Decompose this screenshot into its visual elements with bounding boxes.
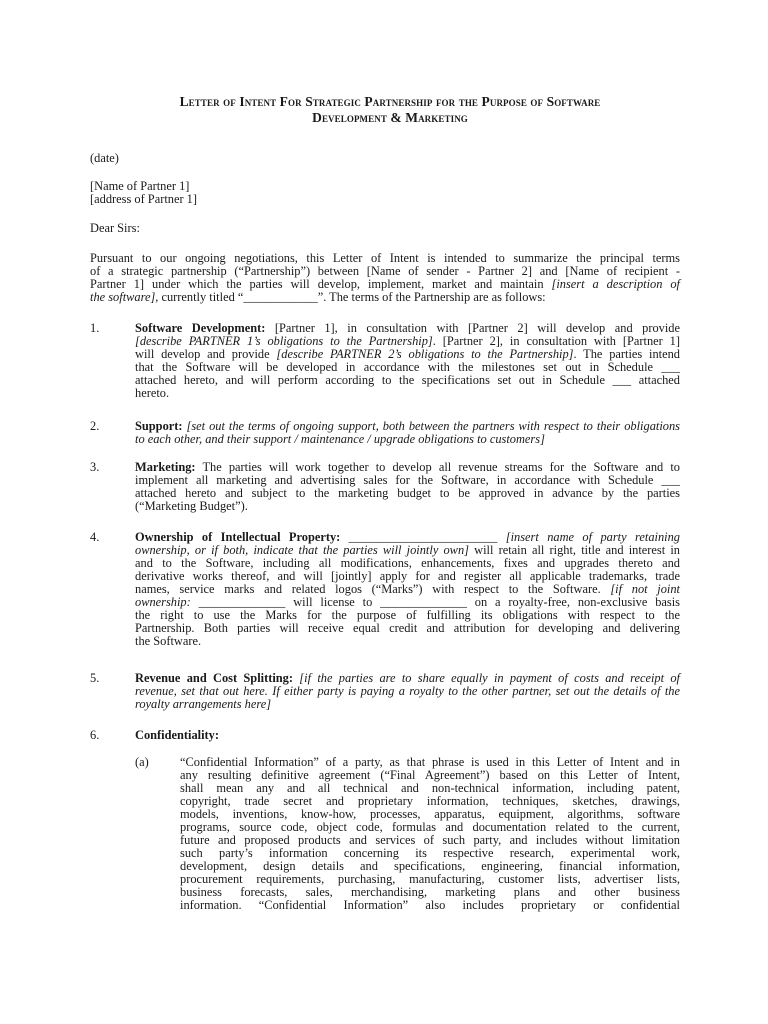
- partner-address: [address of Partner 1]: [90, 192, 198, 206]
- text-line: [135, 433, 680, 446]
- text-span: Pursuant to our ongoing negotiations, this Letter of Intent is intended to summarize the principal terms: [90, 251, 680, 265]
- text-span: ______________ will license to ______________ on a royalty-free, non-exclusive basis: [190, 595, 680, 609]
- text-line: procurement requirements, purchasing, manufacturing, customer lists, advertiser lists,: [180, 872, 680, 886]
- text-span: and to the Software, including all modifications, enhancements, fixes and upgrades thereto and: [135, 556, 680, 570]
- clause-heading: Support:: [135, 419, 183, 433]
- text-span: Partnership. Both parties will receive equal credit and attribution for developing and delivering: [135, 621, 680, 635]
- italic-text: [if the parties are to share equally in payment of costs and receipt of: [293, 671, 680, 685]
- clause-heading: Revenue and Cost Splitting:: [135, 671, 293, 685]
- clause-number: 6.: [90, 728, 100, 742]
- clause-body: [135, 461, 680, 513]
- italic-text: to each other, and their support / maintenance / upgrade obligations to customers]: [135, 432, 545, 446]
- text-line: [135, 698, 680, 711]
- title-line-1: Letter of Intent For Strategic Partnership for the Purpose of Software: [179, 94, 601, 109]
- text-span: Partner 1] under which the parties will develop, implement, market and maintain: [90, 277, 552, 291]
- title-line-2: Development & Marketing: [312, 110, 468, 125]
- text-line: such party’s information concerning its respective research, experimental work,: [180, 846, 680, 860]
- text-span: [Partner 1], in consultation with [Partner 2] will develop and provide: [265, 321, 680, 335]
- text-span: the right to use the Marks for the purpose of fulfilling its obligations with respect to the: [135, 608, 680, 622]
- text-span: , currently titled “____________”. The terms of the Partnership are as follows:: [155, 290, 546, 304]
- text-span: implement all marketing and advertising sales for the Software, in accordance with Schedule ___: [135, 473, 680, 487]
- text-span: ________________________: [340, 530, 506, 544]
- text-span: . The parties intend: [573, 347, 680, 361]
- recipient-block: [90, 180, 680, 206]
- italic-text: [set out the terms of ongoing support, both between the partners with respect to their obligations: [182, 419, 680, 433]
- clause-number: 1.: [90, 321, 100, 335]
- salutation: Dear Sirs:: [90, 221, 140, 235]
- clause-heading: Software Development:: [135, 321, 266, 335]
- italic-text: ownership:: [135, 595, 191, 609]
- text-line: programs, source code, object code, formulas and documentation related to the current,: [180, 820, 680, 834]
- text-span: names, service marks and related logos (“Marks”) with respect to the Software.: [135, 582, 611, 596]
- subclause-label: (a): [135, 755, 149, 769]
- text-line: copyright, trade secret and proprietary information, techniques, sketches, drawings,: [180, 794, 680, 808]
- text-line: [135, 622, 680, 635]
- clause-number: 4.: [90, 530, 100, 544]
- text-span: of a strategic partnership (“Partnership”) between [Name of sender - Partner 2] and [Name of recipient -: [90, 264, 680, 278]
- text-span: hereto.: [135, 386, 170, 400]
- clause-number: 5.: [90, 671, 100, 685]
- italic-text: royalty arrangements here]: [135, 697, 272, 711]
- text-line: [90, 291, 680, 304]
- text-span: (“Marketing Budget”).: [135, 499, 248, 513]
- clause-body: [135, 322, 680, 400]
- italic-text: [describe PARTNER 2’s obligations to the Partnership]: [276, 347, 574, 361]
- clause-number: 2.: [90, 419, 100, 433]
- text-span: attached hereto, and will perform according to the specifications set out in Schedule ___ attached: [135, 373, 680, 387]
- document-title: [60, 94, 720, 126]
- text-line: any resulting definitive agreement (“Final Agreement”) based on this Letter of Intent,: [180, 768, 680, 782]
- text-line: [135, 635, 680, 648]
- clause-number: 3.: [90, 460, 100, 474]
- text-line: models, inventions, know-how, processes, apparatus, equipment, algorithms, software: [180, 807, 680, 821]
- text-line: development, design details and specifications, engineering, financial information,: [180, 859, 680, 873]
- clause-body: [135, 420, 680, 446]
- italic-text: revenue, set that out here. If either party is paying a royalty to the other partner, set out the details of the: [135, 684, 680, 698]
- text-line: [135, 500, 680, 513]
- clause-body: [135, 531, 680, 648]
- italic-text: [if not joint: [610, 582, 680, 596]
- text-span: will retain all right, title and interest in: [468, 543, 680, 557]
- text-line: information. “Confidential Information” also includes proprietary or confidential: [180, 898, 680, 912]
- italic-text: the software]: [90, 290, 156, 304]
- text-span: will develop and provide: [135, 347, 277, 361]
- text-line: future and proposed products and services of such party, and includes without limitation: [180, 833, 680, 847]
- italic-text: [insert a description of: [551, 277, 680, 291]
- partner-name: [Name of Partner 1]: [90, 179, 190, 193]
- italic-text: ownership, or if both, indicate that the parties will jointly own]: [135, 543, 469, 557]
- text-line: [135, 387, 680, 400]
- text-span: The parties will work together to develop all revenue streams for the Software and to: [195, 460, 680, 474]
- text-line: [135, 374, 680, 387]
- clause-heading: Marketing:: [135, 460, 196, 474]
- clause-body: [135, 729, 680, 742]
- text-span: that the Software will be developed in accordance with the milestones set out in Schedule ___: [135, 360, 680, 374]
- clause-heading: Ownership of Intellectual Property:: [135, 530, 341, 544]
- subclause-body: [180, 756, 680, 912]
- italic-text: [describe PARTNER 1’s obligations to the Partnership]: [135, 334, 433, 348]
- intro-paragraph: [90, 252, 680, 304]
- text-span: attached hereto and subject to the marketing budget to be approved in advance by the parties: [135, 486, 680, 500]
- text-line: shall mean any and all technical and non-technical information, including patent,: [180, 781, 680, 795]
- text-span: derivative works thereof, and will [jointly] apply for and register all applicable trademarks, trade: [135, 569, 680, 583]
- text-line: business forecasts, sales, merchandising, marketing plans and other business: [180, 885, 680, 899]
- text-span: the Software.: [135, 634, 202, 648]
- clause-body: [135, 672, 680, 711]
- letter-date: (date): [90, 151, 119, 165]
- text-span: . [Partner 2], in consultation with [Partner 1]: [432, 334, 681, 348]
- clause-heading: Confidentiality:: [135, 728, 219, 742]
- italic-text: [insert name of party retaining: [505, 530, 680, 544]
- text-line: “Confidential Information” of a party, as that phrase is used in this Letter of Intent and in: [180, 755, 680, 769]
